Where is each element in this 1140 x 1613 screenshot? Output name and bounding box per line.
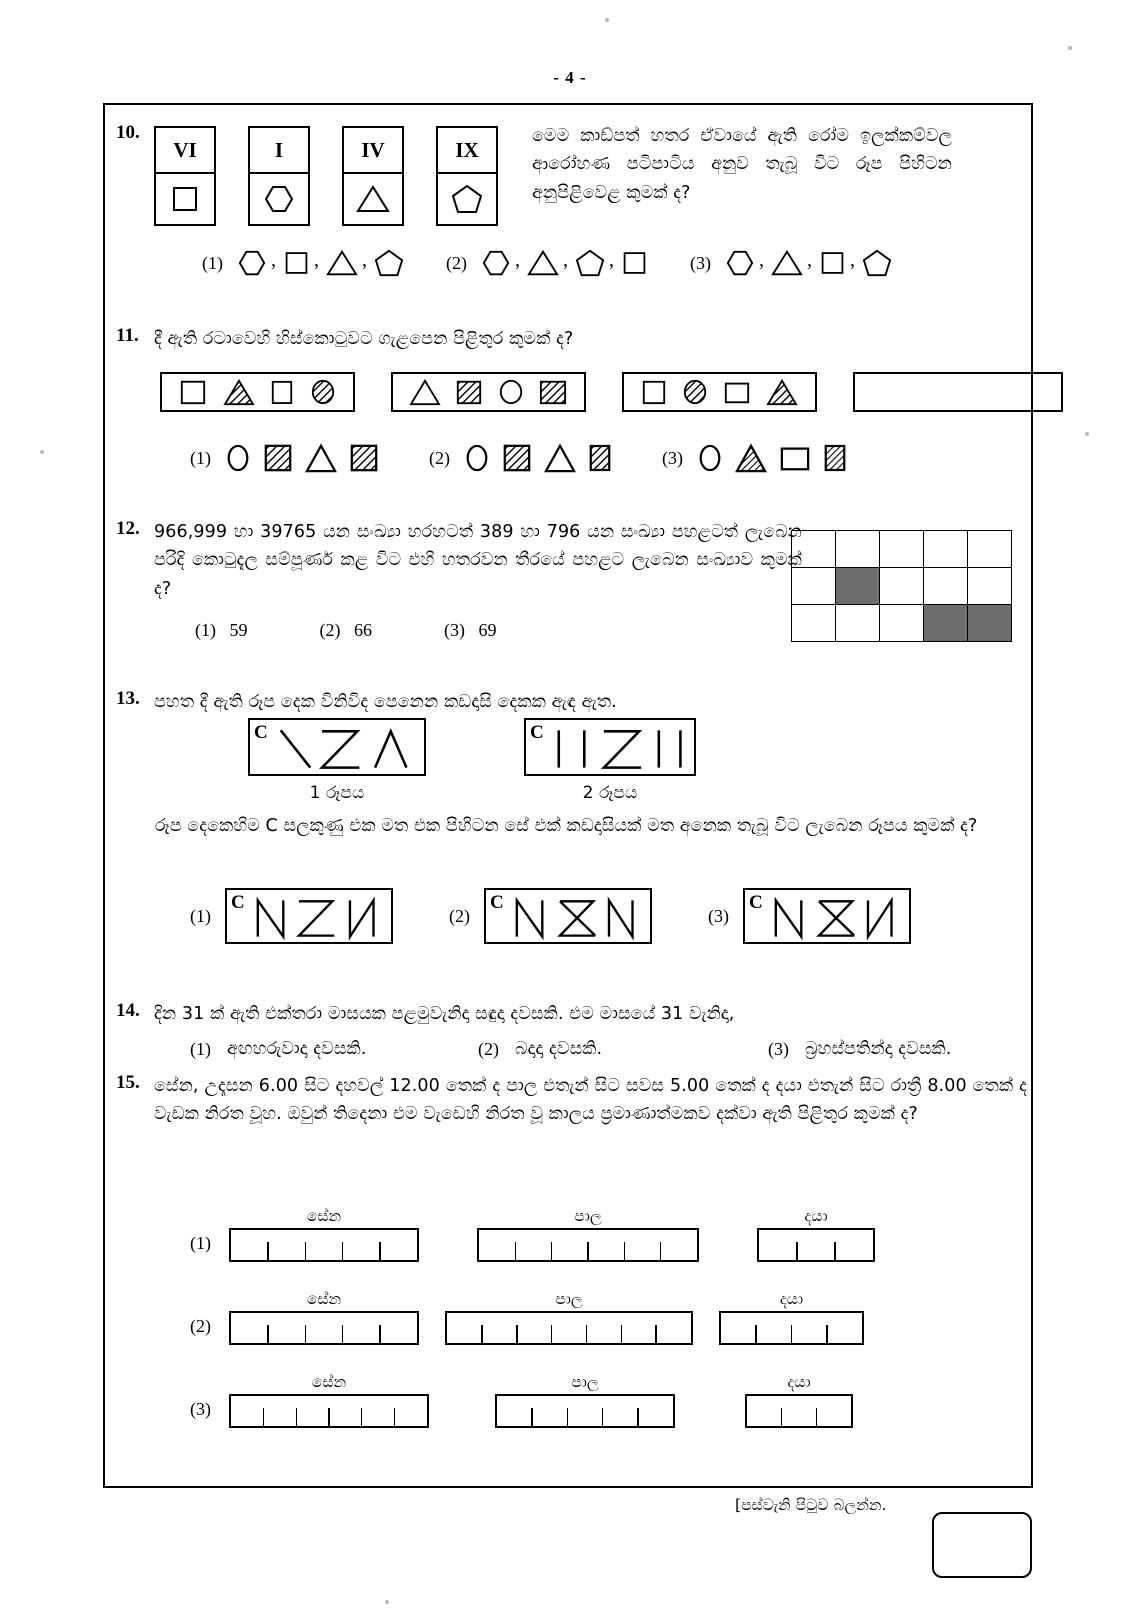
q11-option-1-label: (1) <box>190 447 211 468</box>
q14-option-3[interactable] <box>768 1035 951 1063</box>
q15-opt2-bar-sena <box>229 1290 419 1345</box>
q10-option-1-shapes: , , , <box>237 248 404 278</box>
triangle-hatched-icon <box>766 378 798 406</box>
question-14-number: 14. <box>116 1000 140 1021</box>
question-11 <box>112 325 1027 353</box>
square-open-icon <box>779 443 811 473</box>
q15-opt3-bar-sena-name: සේන <box>311 1373 347 1391</box>
q10-option-3-shapes: , , , <box>725 248 892 278</box>
pentagon-icon <box>575 248 605 278</box>
square-hatched-icon <box>349 443 379 473</box>
q13-figure-2 <box>524 718 696 808</box>
grid-cell <box>880 605 924 642</box>
circle-open-icon <box>498 378 524 406</box>
q11-option-3[interactable] <box>662 443 847 473</box>
q13-figure-2-glyphs <box>547 722 688 774</box>
q13-figure-1-caption: 1 රූපය <box>309 783 365 803</box>
triangle-open-icon <box>305 443 337 473</box>
q15-opt3-bar-daya <box>745 1373 853 1428</box>
q15-option-2-row[interactable] <box>190 1290 864 1345</box>
triangle-hatched-icon <box>735 443 767 473</box>
square-icon <box>819 249 846 277</box>
q10-card-4-shape <box>438 174 496 224</box>
hexagon-icon <box>237 248 267 278</box>
q10-option-2-shapes: , , , <box>481 248 648 278</box>
question-11-pattern-row <box>160 372 1063 412</box>
square-icon <box>283 249 310 277</box>
q13-option-3-label: (3) <box>708 905 729 926</box>
q15-opt3-bar-sena-shape <box>229 1394 429 1428</box>
grid-cell <box>968 531 1012 568</box>
question-13-prompt-2: රූප දෙකෙහිම C සලකුණු එක මත එක පිහිටන සේ එක් කඩදාසියක් මත අනෙක තැබූ විට ලැබෙන රූපය කුමක් ද? <box>155 816 978 836</box>
q15-opt2-bar-pala-name: පාල <box>555 1290 583 1308</box>
q15-option-1-label: (1) <box>190 1233 211 1253</box>
square-hatched-icon <box>538 378 568 406</box>
q13-option-3-corner-label: C <box>749 892 763 913</box>
grid-cell <box>836 605 880 642</box>
q13-figure-2-box <box>524 718 696 776</box>
question-12-number: 12. <box>116 518 140 539</box>
q13-figure-1-corner-label: C <box>254 722 268 743</box>
q13-option-1-corner-label: C <box>231 892 245 913</box>
footer-note: [පස්වැනි පිටුව බලන්න. <box>735 1496 887 1514</box>
q13-option-3[interactable] <box>708 888 911 944</box>
circle-open-icon <box>697 443 723 473</box>
question-14 <box>112 1000 1027 1028</box>
question-13-prompt: පහත දී ඇති රූප දෙක විනිවිද පෙනෙන කඩදාසි දෙකක ඇඳ ඇත. <box>154 692 617 712</box>
q10-card-1-roman: VI <box>156 128 214 174</box>
q12-option-3-label: (3) <box>444 620 465 640</box>
q10-card-4-roman: IX <box>438 128 496 174</box>
pentagon-icon <box>374 248 404 278</box>
q13-option-3-box <box>743 888 911 944</box>
q15-opt2-bar-sena-shape <box>229 1311 419 1345</box>
grid-cell <box>924 531 968 568</box>
question-12-prompt: 966,999 හා 39765 යන සංඛ්‍යා හරහටත් 389 හා 796 යන සංඛ්‍යා පහළටත් ලැබෙන පරිදි කොටුදැල සම්පූර්ණ කළ විට එහි හතරවන තීරයේ පහළට ලැබෙන සංඛ්‍යාව කුමක් ද? <box>154 522 802 599</box>
q14-option-1-label: (1) <box>190 1038 211 1059</box>
q10-card-3 <box>342 126 404 226</box>
square-icon <box>170 184 200 214</box>
q13-figure-1 <box>248 718 426 808</box>
question-10 <box>112 122 1027 226</box>
question-14-options <box>190 1035 1070 1063</box>
square-open-icon <box>179 378 207 406</box>
q10-card-4 <box>436 126 498 226</box>
q15-opt2-bar-pala-shape <box>445 1311 693 1345</box>
question-12 <box>112 518 802 603</box>
q10-card-1 <box>154 126 216 226</box>
triangle-open-icon <box>544 443 576 473</box>
q13-option-1-label: (1) <box>190 905 211 926</box>
circle-hatched-icon <box>310 378 336 406</box>
q14-option-2[interactable] <box>478 1035 768 1063</box>
grid-row <box>792 531 1012 568</box>
q11-option-1-shapes <box>225 443 379 473</box>
q15-opt2-bar-daya <box>719 1290 864 1345</box>
square-open-icon <box>723 378 751 406</box>
circle-hatched-icon <box>682 378 708 406</box>
q15-opt2-bar-sena-name: සේන <box>306 1290 342 1308</box>
grid-cell-shaded <box>836 568 880 605</box>
triangle-icon <box>356 184 390 214</box>
triangle-icon <box>326 248 358 278</box>
q15-opt1-bar-pala-name: පාල <box>574 1207 602 1225</box>
square-hatched-icon <box>263 443 293 473</box>
q15-opt3-bar-daya-shape <box>745 1394 853 1428</box>
q12-option-3-text: 69 <box>478 620 497 640</box>
grid-cell <box>880 568 924 605</box>
q13-option-2-label: (2) <box>449 905 470 926</box>
question-12-options <box>195 620 569 641</box>
question-11-options <box>190 443 1050 473</box>
square-hatched-icon <box>588 443 612 473</box>
q15-opt2-bar-daya-shape <box>719 1311 864 1345</box>
question-10-prompt: මෙම කාඩ්පත් හතර ඒවායේ ඇති රෝම ඉලක්කම්වල ආරෝහණ පටිපාටිය අනුව තැබූ විට රූප පිහිටන අනුපිළිවෙළ කුමක් ද? <box>532 126 952 203</box>
q10-option-2[interactable] <box>446 248 648 278</box>
q15-opt2-bar-daya-name: දයා <box>779 1290 804 1308</box>
q10-card-2 <box>248 126 310 226</box>
q11-figure-3 <box>622 372 817 412</box>
q13-figure-2-caption: 2 රූපය <box>582 783 638 803</box>
grid-row <box>792 605 1012 642</box>
triangle-hatched-icon <box>223 378 255 406</box>
pentagon-icon <box>451 183 483 215</box>
square-open-icon <box>641 378 667 406</box>
q15-opt1-bar-daya-name: දයා <box>804 1207 828 1225</box>
square-hatched-icon <box>502 443 532 473</box>
grid-cell <box>792 531 836 568</box>
q11-figure-1 <box>160 372 355 412</box>
q10-card-1-shape <box>156 174 214 224</box>
square-icon <box>621 249 648 277</box>
q13-figure-1-glyphs <box>271 722 418 774</box>
q11-option-3-label: (3) <box>662 447 683 468</box>
q10-card-2-roman: I <box>250 128 308 174</box>
question-13-options <box>190 888 1070 944</box>
q13-figure-1-box <box>248 718 426 776</box>
pentagon-icon <box>862 248 892 278</box>
q11-figure-2 <box>391 372 586 412</box>
q13-option-1-glyphs <box>248 892 385 942</box>
q15-opt1-bar-sena <box>229 1207 419 1262</box>
square-hatched-icon <box>823 443 847 473</box>
grid-cell <box>880 531 924 568</box>
q14-option-3-text: බ්‍රහස්පතින්දා දවසකි. <box>805 1039 952 1059</box>
question-13 <box>112 688 1027 716</box>
question-10-number: 10. <box>116 122 140 143</box>
question-15 <box>112 1072 1027 1129</box>
question-15-number: 15. <box>116 1072 140 1093</box>
q10-card-2-shape <box>250 174 308 224</box>
q13-option-2-box <box>484 888 652 944</box>
square-open-icon <box>270 378 294 406</box>
q14-option-2-label: (2) <box>478 1038 499 1059</box>
circle-open-icon <box>225 443 251 473</box>
q12-option-2-text: 66 <box>354 620 372 640</box>
question-15-prompt: සේන, උදෑසන 6.00 සිට දහවල් 12.00 තෙක් ද පාල එතැන් සිට සවස 5.00 තෙක් ද දයා එතැන් සිට රාත්‍රී 8.00 තෙක් ද වැඩක නිරත වූහ. ඔවුන් තිදෙනා එම වැඩෙහි නිරත වූ කාලය ප්‍රමාණාත්මකව දක්වා ඇති පිළිතුර කුමක් ද? <box>154 1076 1027 1125</box>
footer-note-text: පස්වැනි පිටුව බලන්න. <box>741 1496 887 1514</box>
q12-option-3[interactable] <box>444 620 497 641</box>
q11-option-2-shapes <box>464 443 612 473</box>
q15-opt1-bar-pala-shape <box>477 1228 699 1262</box>
triangle-icon <box>771 248 803 278</box>
footer-answer-box[interactable] <box>932 1512 1032 1578</box>
q10-option-3[interactable] <box>690 248 892 278</box>
q10-option-1-label: (1) <box>202 252 223 273</box>
q11-figure-blank[interactable] <box>853 372 1063 412</box>
q15-option-2-label: (2) <box>190 1316 211 1336</box>
q15-opt1-bar-sena-name: සේන <box>306 1207 342 1225</box>
q15-opt1-bar-daya-shape <box>757 1228 875 1262</box>
q12-option-2-label: (2) <box>319 620 341 640</box>
question-14-prompt: දින 31 ක් ඇති එක්තරා මාසයක පළමුවැනිදා සඳුදා දවසකි. එම මාසයේ 31 වැනිදා, <box>154 1004 735 1024</box>
q10-card-3-shape <box>344 174 402 224</box>
q15-opt1-bar-daya <box>757 1207 875 1262</box>
q10-option-3-label: (3) <box>690 252 711 273</box>
q12-option-1-label: (1) <box>195 620 216 640</box>
q12-option-1[interactable] <box>195 620 248 641</box>
q13-option-3-glyphs <box>766 892 903 942</box>
grid-cell <box>792 568 836 605</box>
q13-figure-2-corner-label: C <box>530 722 544 743</box>
q15-opt3-bar-pala-name: පාල <box>571 1373 599 1391</box>
q11-option-2-label: (2) <box>429 447 450 468</box>
hexagon-icon <box>725 248 755 278</box>
q13-option-1[interactable] <box>190 888 393 944</box>
question-11-number: 11. <box>116 325 139 346</box>
grid-cell <box>792 605 836 642</box>
question-13-figures <box>248 718 696 808</box>
question-11-prompt: දී ඇති රටාවෙහි හිස්කොටුවට ගැළපෙන පිළිතුර කුමක් ද? <box>154 329 574 349</box>
q13-option-2[interactable] <box>449 888 652 944</box>
grid-cell <box>836 531 880 568</box>
hexagon-icon <box>263 183 295 215</box>
q15-option-3-row[interactable] <box>190 1373 853 1428</box>
q12-option-1-text: 59 <box>229 620 248 640</box>
q10-option-1[interactable] <box>202 248 404 278</box>
q14-option-1[interactable] <box>190 1035 478 1063</box>
hexagon-icon <box>481 248 511 278</box>
grid-row <box>792 568 1012 605</box>
q13-option-2-corner-label: C <box>490 892 504 913</box>
q15-option-3-label: (3) <box>190 1399 211 1419</box>
question-13-number: 13. <box>116 688 140 709</box>
q11-option-3-shapes <box>697 443 847 473</box>
q10-card-3-roman: IV <box>344 128 402 174</box>
q15-opt3-bar-daya-name: දයා <box>787 1373 811 1391</box>
q14-option-3-label: (3) <box>768 1038 789 1059</box>
q15-opt1-bar-pala <box>477 1207 699 1262</box>
q12-option-2[interactable] <box>320 620 373 641</box>
grid-cell <box>968 568 1012 605</box>
q15-opt3-bar-pala-shape <box>495 1394 675 1428</box>
q15-option-1-row[interactable] <box>190 1207 875 1262</box>
q11-option-2[interactable] <box>429 443 612 473</box>
triangle-icon <box>527 248 559 278</box>
q13-option-1-box <box>225 888 393 944</box>
q10-card-strip <box>154 122 498 226</box>
q14-option-2-text: බදාදා දවසකි. <box>515 1039 603 1059</box>
grid-cell-shaded <box>968 605 1012 642</box>
q11-option-1[interactable] <box>190 443 379 473</box>
q15-opt3-bar-pala <box>495 1373 675 1428</box>
grid-cell <box>924 568 968 605</box>
q10-option-2-label: (2) <box>446 252 467 273</box>
question-12-grid <box>791 530 1012 642</box>
question-10-options <box>112 248 1027 278</box>
square-hatched-icon <box>455 378 483 406</box>
q15-opt1-bar-sena-shape <box>229 1228 419 1262</box>
q13-option-2-glyphs <box>507 892 644 942</box>
triangle-open-icon <box>409 378 441 406</box>
q15-opt3-bar-sena <box>229 1373 429 1428</box>
q14-option-1-text: අඟහරුවාදා දවසකි. <box>227 1039 367 1059</box>
circle-open-icon <box>464 443 490 473</box>
grid-cell-shaded <box>924 605 968 642</box>
q15-opt2-bar-pala <box>445 1290 693 1345</box>
page-number: - 4 - <box>553 68 587 87</box>
